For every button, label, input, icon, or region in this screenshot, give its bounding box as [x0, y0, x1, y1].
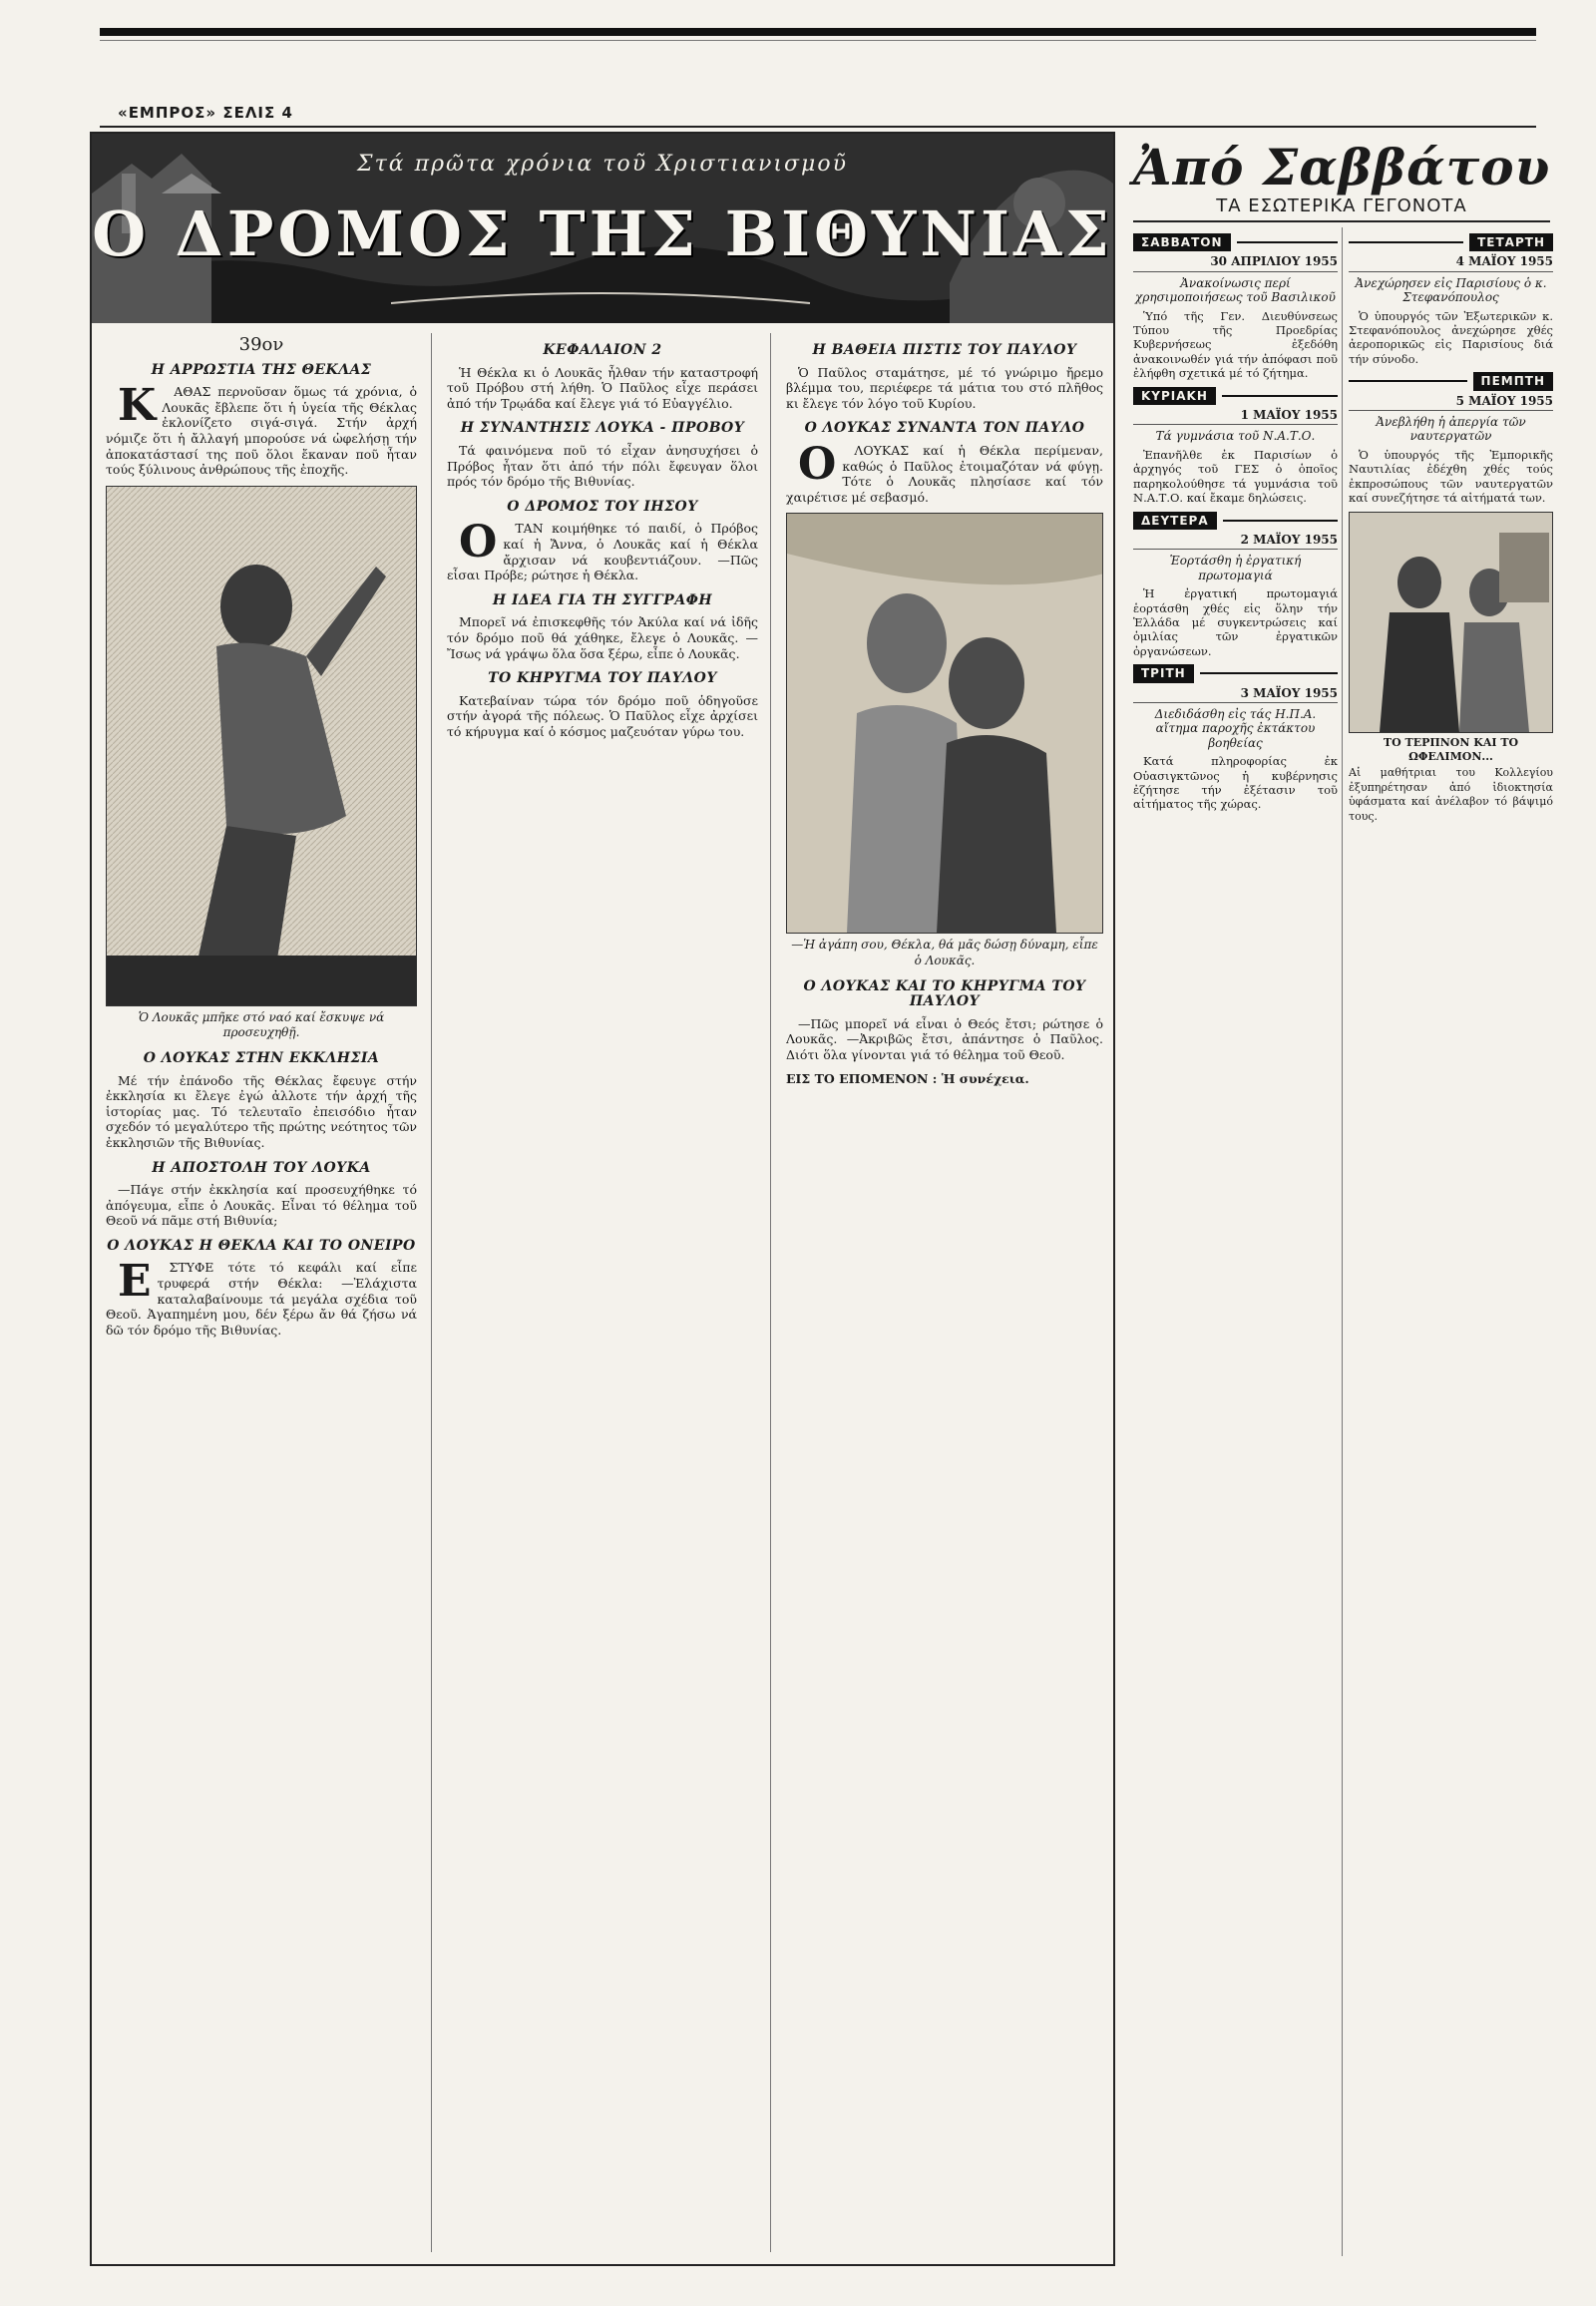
events-photo: [1349, 512, 1553, 733]
section-heading: Ο ΔΡΟΜΟΣ ΤΟΥ ΙΗΣΟΥ: [507, 498, 698, 515]
section-heading: ΤΟ ΚΗΡΥΓΜΑ ΤΟΥ ΠΑΥΛΟΥ: [488, 670, 717, 687]
episode-number: 39ον: [238, 334, 284, 355]
column-rule: [770, 333, 771, 2252]
events-column-2: [1349, 227, 1553, 824]
event-text: Ὁ ὑπουργός τῆς Ἐμπορικῆς Ναυτιλίας ἐδέχθη χθές τούς ἐκπροσώπους τῶν ναυτεργατῶν καί συνεζήτησε τά αἰτήματά των.: [1349, 447, 1553, 506]
day-label: ΤΕΤΑΡΤΗ: [1469, 233, 1553, 251]
day-block: [1133, 664, 1338, 812]
drop-cap: Ε: [118, 1256, 152, 1308]
day-date: 2 ΜΑΪΟΥ 1955: [1133, 533, 1338, 550]
section-heading: Η ΑΡΡΩΣΤΙΑ ΤΗΣ ΘΕΚΛΑΣ: [151, 361, 372, 378]
event-text: Ὁ ὑπουργός τῶν Ἐξωτερικῶν κ. Στεφανόπουλος ἀνεχώρησε χθές ἀεροπορικῶς εἰς Παρισίους διά τήν σύνοδο.: [1349, 308, 1553, 366]
section-text: Μπορεῖ νά ἐπισκεφθῆς τόν Ἀκύλα καί νά ἰδῆς τόν δρόμο ποῦ θά χάθηκε, ἔλεγε ὁ Λουκᾶς. —Ἴσως νά γράψω ὅλα ὅσα ξέρω, εἶπε ὁ Λουκᾶς.: [447, 614, 758, 661]
day-block: [1133, 387, 1338, 506]
section-text: Ο ΤΑΝ κοιμήθηκε τό παιδί, ὁ Πρόβος καί ἡ Ἄννα, ὁ Λουκᾶς καί ἡ Θέκλα ἄρχισαν νά κουβεντιάζουν. —Πῶς εἶσαι Πρόβε; ρώτησε ἡ Θέκλα.: [447, 517, 758, 583]
section-text: Ο ΛΟΥΚΑΣ καί ἡ Θέκλα περίμεναν, καθώς ὁ Παῦλος ἐτοιμαζόταν νά φύγῃ. Τότε ὁ Λουκᾶς πλησίασε καί τόν χαιρέτισε μέ σεβασμό.: [786, 438, 1103, 505]
figure-praying-man: [106, 486, 417, 1006]
story-column-1: [106, 333, 417, 2248]
event-text: Κατά πληροφορίας ἐκ Οὐασιγκτῶνος ἡ κυβέρνησις ἐζήτησε τήν ἐξέτασιν τοῦ αἰτήματος τῆς χώρας.: [1133, 754, 1338, 812]
story-headline: Ο ΔΡΟΜΟΣ ΤΗΣ ΒΙΘΥΝΙΑΣ: [92, 197, 1113, 270]
event-headline: Ἀνεβλήθη ἡ ἀπεργία τῶν ναυτεργατῶν: [1376, 415, 1526, 444]
section-heading: Ο ΛΟΥΚΑΣ ΚΑΙ ΤΟ ΚΗΡΥΓΜΑ ΤΟΥ ΠΑΥΛΟΥ: [803, 977, 1086, 1010]
column-rule: [431, 333, 432, 2252]
drop-cap: Ο: [459, 517, 498, 569]
event-headline: Ἀνεχώρησεν εἰς Παρισίους ὁ κ. Στεφανόπουλος: [1355, 275, 1547, 305]
section-text: —Πάγε στήν ἐκκλησία καί προσευχήθηκε τό ἀπόγευμα, εἶπε ὁ Λουκᾶς. Εἶναι τό θέλημα τοῦ Θεοῦ νά πᾶμε στή Βιθυνία;: [106, 1182, 417, 1229]
figure-caption: —Ἡ ἀγάπη σου, Θέκλα, θά μᾶς δώσῃ δύναμη, εἶπε ὁ Λουκᾶς.: [791, 938, 1098, 967]
day-date: 1 ΜΑΪΟΥ 1955: [1133, 408, 1338, 425]
top-rule: [100, 28, 1536, 36]
photo-text: Αἱ μαθήτριαι του Κολλεγίου ἐξυπηρέτησαν ἀπό ἰδιοκτησία ὑφάσματα καί ἀνέλαβον τό βάψιμό τους.: [1349, 766, 1553, 823]
section-heading: Ο ΛΟΥΚΑΣ ΣΥΝΑΝΤΑ ΤΟΝ ΠΑΥΛΟ: [804, 420, 1085, 437]
story-supertitle: Στά πρῶτα χρόνια τοῦ Χριστιανισμοῦ: [357, 152, 848, 177]
event-headline: Ἀνακοίνωσις περί χρησιμοποιήσεως τοῦ Βασιλικοῦ: [1135, 275, 1336, 305]
day-date: 5 ΜΑΪΟΥ 1955: [1349, 394, 1553, 411]
figure-couple: [786, 513, 1103, 934]
section-text: Ε ΣΤΥΦΕ τότε τό κεφάλι καί εἶπε τρυφερά στήν Θέκλα: —Ἐλάχιστα καταλαβαίνουμε τά μεγάλα σχέδια τοῦ Θεοῦ. Ἀγαπημένη μου, δέν ξέρω ἄν θά ζήσω νά δῶ τόν δρόμο τῆς Βιθυνίας.: [106, 1256, 417, 1338]
day-block: [1133, 512, 1338, 659]
weekly-subtitle: ΤΑ ΕΣΩΤΕΡΙΚΑ ΓΕΓΟΝΟΤΑ: [1133, 195, 1550, 222]
day-label: ΠΕΜΠΤΗ: [1473, 372, 1553, 390]
weekly-events: [1127, 132, 1556, 2266]
day-label: ΔΕΥΤΕΡΑ: [1133, 512, 1217, 530]
photo-caption: ΤΟ ΤΕΡΠΝΟΝ ΚΑΙ ΤΟ ΩΦΕΛΙΜΟΝ...: [1383, 735, 1519, 763]
story-banner: [92, 134, 1113, 323]
section-heading: Η ΙΔΕΑ ΓΙΑ ΤΗ ΣΥΓΓΡΑΦΗ: [492, 591, 713, 608]
day-block: [1133, 233, 1338, 381]
event-headline: Τά γυμνάσια τοῦ Ν.Α.Τ.Ο.: [1155, 429, 1316, 444]
section-heading: Η ΑΠΟΣΤΟΛΗ ΤΟΥ ΛΟΥΚΑ: [152, 1159, 371, 1176]
drop-cap: Κ: [118, 380, 157, 432]
story-column-2: [447, 333, 758, 2248]
section-text: Τά φαινόμενα ποῦ τό εἶχαν ἀνησυχήσει ὁ Πρόβος ἦταν ὅτι ἀπό τήν πόλι ἔφευγαν ὅλοι πρός τόν δρόμο τῆς Βιθυνίας.: [447, 442, 758, 490]
section-heading: Ο ΛΟΥΚΑΣ ΣΤΗΝ ΕΚΚΛΗΣΙΑ: [143, 1049, 380, 1066]
day-block: [1349, 372, 1553, 505]
event-headline: Διεδιδάσθη εἰς τάς Η.Π.Α. αἴτημα παροχῆς ἐκτάκτου βοηθείας: [1154, 706, 1317, 750]
top-rule-thin: [100, 40, 1536, 41]
weekly-title: Ἀπό Σαββάτου: [1132, 138, 1551, 196]
story-column-3: [786, 333, 1103, 2248]
day-block: [1349, 233, 1553, 366]
section-text: Μέ τήν ἐπάνοδο τῆς Θέκλας ἔφευγε στήν ἐκκλησία κι ἔλεγε ἐγώ ἀλλοτε τήν ἀρχή τῆς ἱστορίας μας. Τό τελευταῖο ἐπεισόδιο ἦταν σχεδόν τό μεγαλύτερο τῆς πρώτης νεότητος τῶν ἐκκλησιῶν τῆς Βιθυνίας.: [106, 1072, 417, 1150]
figure-caption: Ὁ Λουκᾶς μπῆκε στό ναό καί ἔσκυψε νά προσευχηθῇ.: [138, 1009, 385, 1040]
day-label: ΣΑΒΒΑΤΟΝ: [1133, 233, 1231, 251]
folio-rule: [100, 126, 1536, 128]
section-text: Κ ΑΘΑΣ περνοῦσαν ὅμως τά χρόνια, ὁ Λουκᾶς ἔβλεπε ὅτι ἡ ὑγεία τῆς Θέκλας ἐκλονίζετο σιγά-σιγά. Στήν ἀρχή νόμιζε ὅτι ἡ ἄλλαγή μπορούσε νά ὠφελήσῃ τήν ἀποκατάστασί της ποῦ ὅλοι ἔκαναν ποῦ ἦταν τούς ξύλινους ἀνθρώπους τῆς ἐποχῆς.: [106, 380, 417, 478]
section-text: —Πῶς μπορεῖ νά εἶναι ὁ Θεός ἔτσι; ρώτησε ὁ Λουκᾶς. —Ἀκριβῶς ἔτσι, ἀπάντησε ὁ Παῦλος. Διότι ὅλα γίνονται γιά τό θέλημα τοῦ Θεοῦ.: [786, 1015, 1103, 1062]
section-heading: Ο ΛΟΥΚΑΣ Η ΘΕΚΛΑ ΚΑΙ ΤΟ ΟΝΕΙΡΟ: [107, 1237, 416, 1254]
event-text: Ὑπό τῆς Γεν. Διευθύνσεως Τύπου τῆς Προεδρίας Κυβερνήσεως ἐξεδόθη ἀνακοινωθέν γιά τήν ἀπόφασι ποῦ ἐλήφθη σχετικά μέ τό ζήτημα.: [1133, 308, 1338, 381]
section-heading: Η ΣΥΝΑΝΤΗΣΙΣ ΛΟΥΚΑ - ΠΡΟΒΟΥ: [460, 420, 745, 437]
column-rule: [1342, 227, 1343, 2256]
day-date: 30 ΑΠΡΙΛΙΟΥ 1955: [1133, 254, 1338, 271]
section-text: Ὁ Παῦλος σταμάτησε, μέ τό γνώριμο ἤρεμο βλέμμα του, περιέφερε τά μάτια του στό πλῆθος κι ἔλεγε τόν λόγο τοῦ Κυρίου.: [786, 364, 1103, 411]
page-folio: «ΕΜΠΡΟΣ» ΣΕΛΙΣ 4: [118, 104, 293, 122]
event-text: Ἐπανῆλθε ἐκ Παρισίων ὁ ἀρχηγός τοῦ ΓΕΣ ὁ ὁποῖος παρηκολούθησε τά γυμνάσια τοῦ Ν.Α.Τ.Ο. καί ἔκαμε δηλώσεις.: [1133, 447, 1338, 506]
day-date: 3 ΜΑΪΟΥ 1955: [1133, 686, 1338, 703]
event-headline: Ἑορτάσθη ἡ ἐργατική πρωτομαγιά: [1169, 554, 1302, 582]
day-date: 4 ΜΑΪΟΥ 1955: [1349, 254, 1553, 271]
continued-note: ΕΙΣ ΤΟ ΕΠΟΜΕΝΟΝ : Ἡ συνέχεια.: [786, 1070, 1029, 1086]
section-text: Ἡ Θέκλα κι ὁ Λουκᾶς ἦλθαν τήν καταστροφή τοῦ Πρόβου στή λήθη. Ὁ Παῦλος εἶχε περάσει ἀπό τήν Τρῳάδα καί ἔλεγε γιά τό Εὐαγγέλιο.: [447, 364, 758, 411]
section-heading: Η ΒΑΘΕΙΑ ΠΙΣΤΙΣ ΤΟΥ ΠΑΥΛΟΥ: [812, 342, 1077, 358]
day-label: ΚΥΡΙΑΚΗ: [1133, 387, 1216, 405]
events-column-1: [1133, 227, 1338, 818]
day-label: ΤΡΙΤΗ: [1133, 664, 1194, 682]
section-heading: ΚΕΦΑΛΑΙΟΝ 2: [543, 342, 662, 358]
drop-cap: Ο: [798, 438, 837, 490]
section-text: Κατεβαίναν τώρα τόν δρόμο ποῦ ὁδηγοῦσε στήν ἀγορά τῆς πόλεως. Ὁ Παῦλος εἶχε ἀρχίσει τό κήρυγμα καί ὁ κόσμος μαζευόταν γύρω του.: [447, 692, 758, 739]
serial-story: [90, 132, 1115, 2266]
event-text: Ἡ ἐργατική πρωτομαγιά ἑορτάσθη χθές εἰς ὅλην τήν Ἑλλάδα μέ συγκεντρώσεις καί ὁμιλίας τῶν ἐργατικῶν ὀργανώσεων.: [1133, 586, 1338, 658]
